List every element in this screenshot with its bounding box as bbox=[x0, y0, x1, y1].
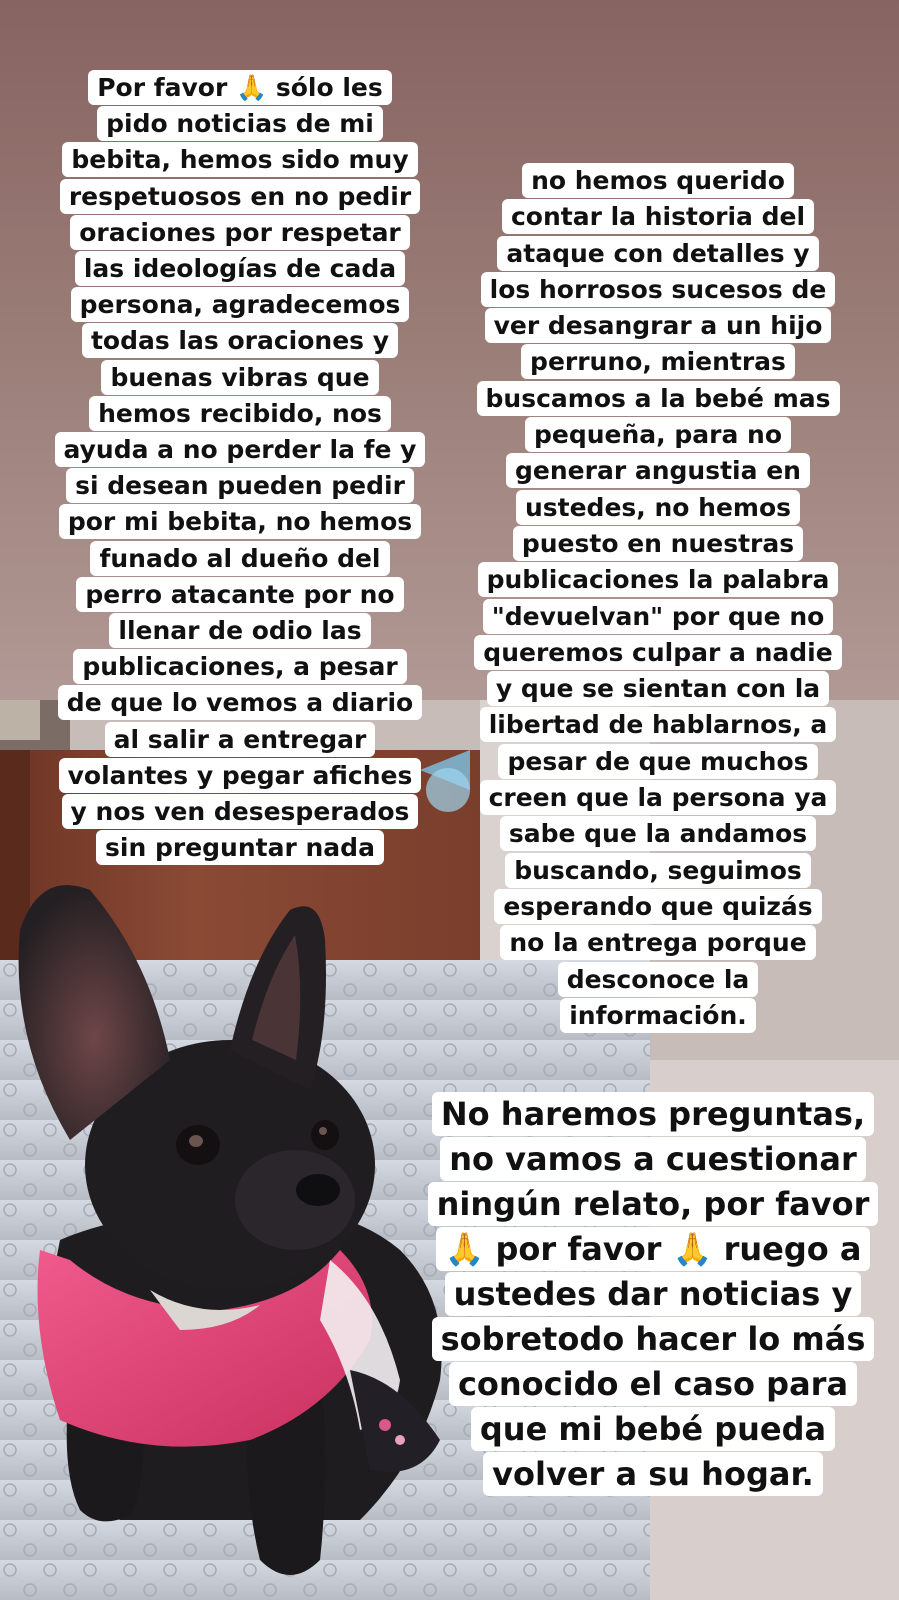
caption-right-line: y que se sientan con la bbox=[487, 671, 829, 706]
caption-left-line: Por favor 🙏 sólo les bbox=[88, 70, 392, 105]
caption-right-line: desconoce la bbox=[558, 962, 759, 997]
caption-left-line: sin preguntar nada bbox=[96, 830, 384, 865]
caption-right-line: no hemos querido bbox=[522, 163, 794, 198]
caption-bottom-line: conocido el caso para bbox=[449, 1362, 857, 1406]
caption-right-line: generar angustia en bbox=[506, 453, 810, 488]
caption-right-line: buscamos a la bebé mas bbox=[477, 381, 840, 416]
caption-right-line: creen que la persona ya bbox=[480, 780, 837, 815]
caption-right bbox=[458, 163, 858, 1034]
caption-left-line: persona, agradecemos bbox=[71, 287, 410, 322]
caption-right-line: ataque con detalles y bbox=[497, 236, 818, 271]
caption-left-line: llenar de odio las bbox=[109, 613, 370, 648]
caption-left-line: perro atacante por no bbox=[76, 577, 403, 612]
caption-right-line: ustedes, no hemos bbox=[516, 490, 800, 525]
caption-bottom-line: ustedes dar noticias y bbox=[445, 1272, 862, 1316]
caption-left-line: buenas vibras que bbox=[101, 360, 378, 395]
caption-bottom-line: No haremos preguntas, bbox=[432, 1092, 874, 1136]
caption-right-line: contar la historia del bbox=[502, 199, 814, 234]
caption-right-line: información. bbox=[560, 998, 756, 1033]
caption-bottom-line: volver a su hogar. bbox=[483, 1452, 823, 1496]
caption-left-line: las ideologías de cada bbox=[75, 251, 405, 286]
caption-right-line: publicaciones la palabra bbox=[478, 562, 839, 597]
caption-bottom-line: que mi bebé pueda bbox=[471, 1407, 835, 1451]
caption-right-line: sabe que la andamos bbox=[500, 816, 816, 851]
caption-left-line: de que lo vemos a diario bbox=[58, 685, 422, 720]
caption-left-line: volantes y pegar afiches bbox=[59, 758, 422, 793]
caption-left-line: bebita, hemos sido muy bbox=[62, 142, 417, 177]
caption-right-line: esperando que quizás bbox=[494, 889, 821, 924]
caption-right-line: no la entrega porque bbox=[500, 925, 815, 960]
caption-right-line: queremos culpar a nadie bbox=[474, 635, 841, 670]
caption-left bbox=[50, 70, 430, 866]
caption-right-line: "devuelvan" por que no bbox=[483, 599, 834, 634]
caption-right-line: perruno, mientras bbox=[521, 344, 795, 379]
caption-bottom-line: 🙏 por favor 🙏 ruego a bbox=[436, 1227, 871, 1271]
caption-left-line: hemos recibido, nos bbox=[89, 396, 391, 431]
caption-right-line: ver desangrar a un hijo bbox=[485, 308, 832, 343]
caption-left-line: respetuosos en no pedir bbox=[60, 179, 420, 214]
caption-right-line: pesar de que muchos bbox=[498, 744, 817, 779]
caption-left-line: y nos ven desesperados bbox=[62, 794, 419, 829]
caption-right-line: pequeña, para no bbox=[525, 417, 791, 452]
caption-left-line: publicaciones, a pesar bbox=[73, 649, 406, 684]
caption-left-line: ayuda a no perder la fe y bbox=[55, 432, 426, 467]
caption-left-line: si desean pueden pedir bbox=[66, 468, 414, 503]
caption-bottom-line: sobretodo hacer lo más bbox=[432, 1317, 875, 1361]
caption-left-line: pido noticias de mi bbox=[97, 106, 383, 141]
caption-right-line: buscando, seguimos bbox=[505, 853, 811, 888]
caption-bottom bbox=[408, 1092, 898, 1497]
caption-bottom-line: ningún relato, por favor bbox=[428, 1182, 879, 1226]
caption-left-line: oraciones por respetar bbox=[70, 215, 410, 250]
caption-left-line: por mi bebita, no hemos bbox=[59, 504, 421, 539]
caption-right-line: los horrosos sucesos de bbox=[481, 272, 836, 307]
caption-bottom-line: no vamos a cuestionar bbox=[440, 1137, 866, 1181]
caption-right-line: puesto en nuestras bbox=[513, 526, 803, 561]
caption-right-line: libertad de hablarnos, a bbox=[480, 707, 837, 742]
caption-left-line: funado al dueño del bbox=[90, 541, 389, 576]
caption-left-line: todas las oraciones y bbox=[82, 323, 398, 358]
caption-left-line: al salir a entregar bbox=[105, 722, 376, 757]
